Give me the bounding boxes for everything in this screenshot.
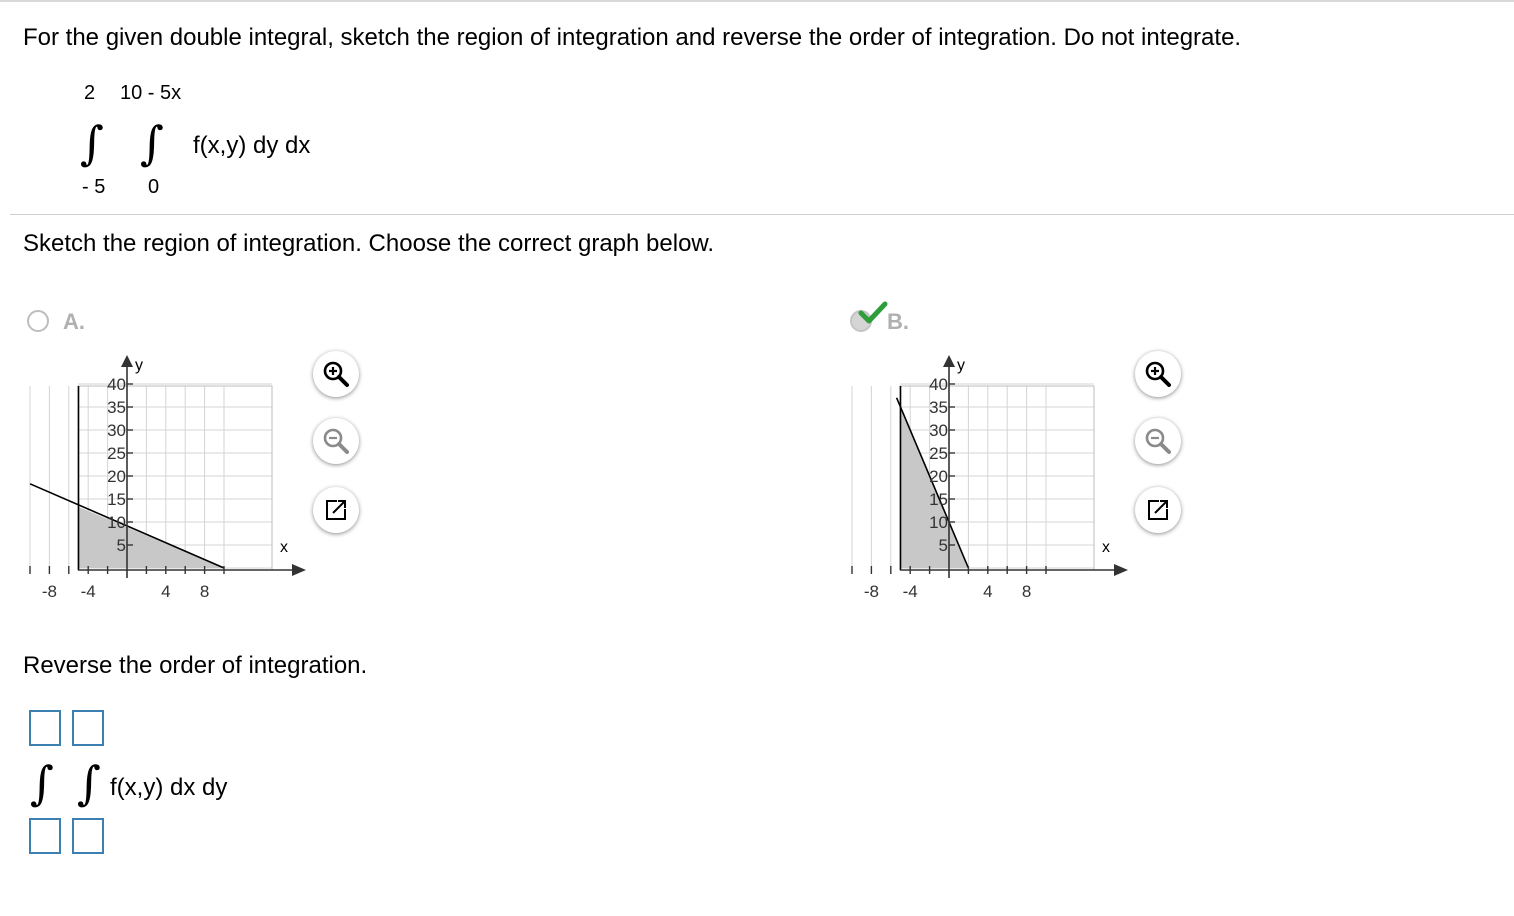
outer-lower-limit: - 5: [82, 176, 106, 198]
question-prompt: For the given double integral, sketch the region of integration and reverse the order of integration. Do not integrate.: [23, 24, 1242, 51]
y-tick-label: 15: [107, 490, 126, 509]
y-tick-label: 20: [107, 467, 126, 486]
zoom-in-icon: [1143, 359, 1173, 389]
zoom-in-button-a[interactable]: [313, 351, 359, 397]
y-tick-label: 30: [107, 421, 126, 440]
inner-lower-limit: 0: [148, 176, 160, 198]
zoom-out-button-a[interactable]: [313, 418, 359, 464]
y-tick-label: 5: [938, 536, 948, 555]
zoom-out-button-b[interactable]: [1135, 418, 1181, 464]
y-axis-label: y: [135, 357, 143, 374]
y-tick-label: 35: [929, 398, 948, 417]
x-axis-label: x: [1102, 539, 1110, 556]
zoom-out-icon: [1143, 426, 1173, 456]
reverse-prompt: Reverse the order of integration.: [23, 652, 368, 679]
reverse-integrand: f(x,y) dx dy: [110, 774, 228, 801]
y-tick-label: 5: [116, 536, 126, 555]
y-tick-label: 10: [929, 513, 948, 532]
zoom-out-icon: [321, 426, 351, 456]
y-tick-label: 10: [107, 513, 126, 532]
y-axis-label: y: [957, 357, 965, 374]
top-border: [0, 0, 1514, 2]
y-tick-label: 35: [107, 398, 126, 417]
section-divider: [10, 214, 1514, 215]
x-tick-label: -4: [902, 582, 918, 601]
outer-upper-input[interactable]: [29, 710, 61, 746]
popout-button-a[interactable]: [313, 487, 359, 533]
popout-icon: [1145, 497, 1171, 523]
x-tick-label: 8: [199, 582, 210, 601]
sketch-prompt: Sketch the region of integration. Choose the correct graph below.: [23, 230, 715, 257]
graph-option-b: [863, 350, 1132, 610]
x-tick-label: -8: [41, 582, 57, 601]
graph-option-a: [41, 350, 310, 610]
inner-lower-input[interactable]: [72, 818, 104, 854]
y-tick-label: 25: [107, 444, 126, 463]
y-tick-label: 25: [929, 444, 948, 463]
inner-integral-sign: ∫: [77, 756, 101, 810]
outer-upper-limit: 2: [84, 82, 96, 104]
x-tick-label: -8: [863, 582, 879, 601]
x-tick-label: 4: [983, 582, 993, 601]
y-tick-label: 20: [929, 467, 948, 486]
option-a-radio[interactable]: [27, 310, 49, 332]
x-axis-arrow: [1114, 564, 1128, 576]
x-axis-label: x: [280, 539, 288, 556]
y-tick-label: 15: [929, 490, 948, 509]
y-axis-arrow: [121, 355, 133, 367]
outer-integral-sign: ∫: [30, 756, 54, 810]
zoom-in-button-b[interactable]: [1135, 351, 1181, 397]
inner-upper-limit: 10 - 5x: [120, 82, 182, 104]
y-axis-arrow: [943, 355, 955, 367]
correct-check-icon: [858, 300, 888, 326]
integrand: f(x,y) dy dx: [193, 132, 311, 159]
popout-button-b[interactable]: [1135, 487, 1181, 533]
zoom-in-icon: [321, 359, 351, 389]
x-axis-arrow: [292, 564, 306, 576]
x-tick-label: -4: [80, 582, 96, 601]
option-b-label[interactable]: B.: [887, 309, 909, 334]
inner-upper-input[interactable]: [72, 710, 104, 746]
outer-lower-input[interactable]: [29, 818, 61, 854]
y-tick-label: 40: [107, 375, 126, 394]
option-a-label[interactable]: A.: [63, 309, 85, 334]
y-tick-label: 30: [929, 421, 948, 440]
x-tick-label: 4: [161, 582, 171, 601]
inner-integral-sign: ∫: [140, 116, 164, 170]
popout-icon: [323, 497, 349, 523]
y-tick-label: 40: [929, 375, 948, 394]
x-tick-label: 8: [1021, 582, 1032, 601]
outer-integral-sign: ∫: [80, 116, 104, 170]
